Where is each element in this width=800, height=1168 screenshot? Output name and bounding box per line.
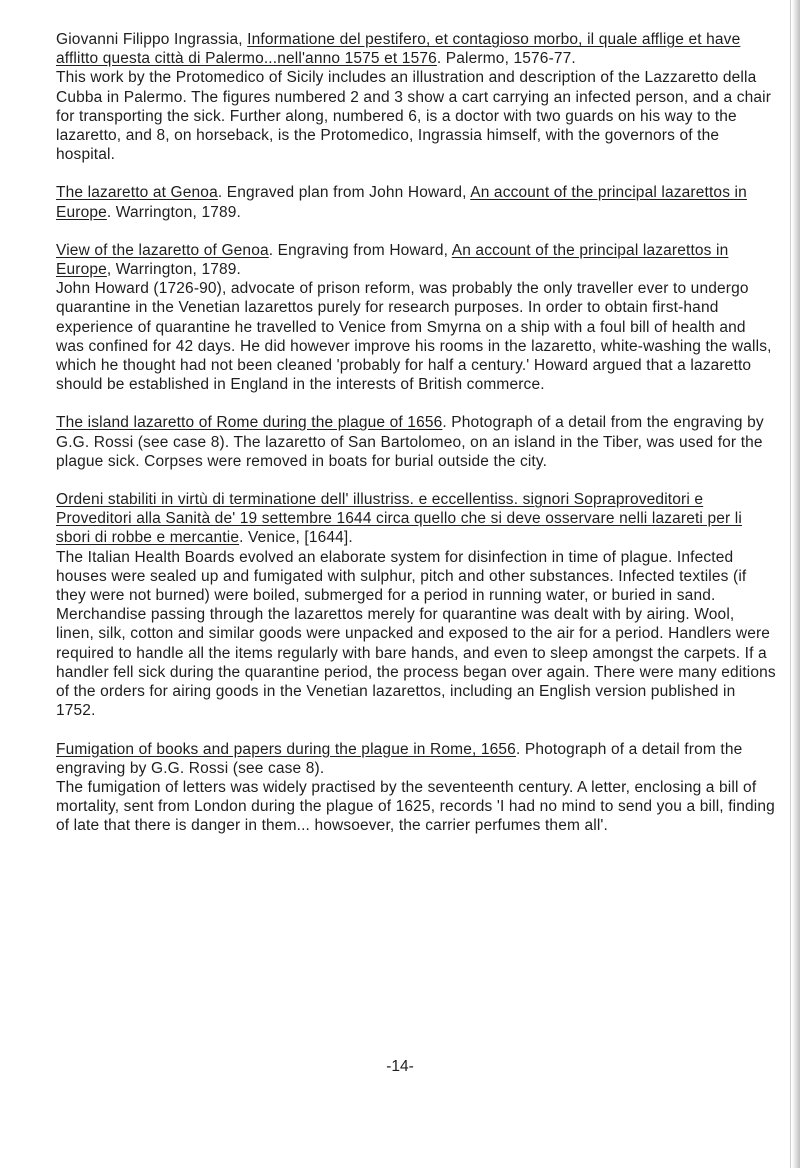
page-number: -14- (386, 1058, 414, 1075)
citation-title: Fumigation of books and papers during the plague in Rome, 1656 (56, 740, 516, 758)
entry-citation (56, 413, 776, 471)
entry-genoa-view (56, 241, 776, 395)
entry-description: The Italian Health Boards evolved an elaborate system for disinfection in time of plague. Infected houses were sealed up and fumigated with sulphur, pitch and other substances. Infected textiles (if they were not burned) were boiled, submerged for a period in running water, or buried in sand. Merchandise passing through the lazarettos merely for quarantine was dealt with by airing. Wool, linen, silk, cotton and similar goods were unpacked and exposed to the air for a period. Handlers were required to handle all the items regularly with bare hands, and even to sleep amongst the carpets. If a handler fell sick during the quarantine period, the process began over again. There were many editions of the orders for airing goods in the Venetian lazarettos, including an English version published in 1752. (56, 548, 776, 720)
citation-source: . Engraving from Howard, (268, 241, 452, 259)
entry-citation (56, 740, 776, 778)
citation-imprint: , Warrington, 1789. (106, 261, 241, 279)
citation-imprint: . Venice, [1644]. (239, 529, 353, 547)
citation-description: . Photograph of a detail from the engraving by G.G. Rossi (see case 8). The lazaretto of San Bartolomeo, on an island in the Tiber, was used for the plague sick. Corpses were removed in boats for burial outside the city. (56, 414, 764, 470)
citation-title: Ordeni stabiliti in virtù di terminatione dell' illustriss. e eccellentiss. signori Sopraproveditori e Proveditori alla Sanità de' 19 settembre 1644 circa quello che si deve osservare nelli lazareti per li sbori di robbe e mercantie (56, 491, 742, 547)
entry-citation (56, 241, 776, 279)
citation-source: . Engraved plan from John Howard, (217, 184, 471, 202)
citation-title: The lazaretto at Genoa (56, 184, 218, 202)
entry-fumigation (56, 740, 776, 836)
entry-description: John Howard (1726-90), advocate of prison reform, was probably the only traveller ever to undergo quarantine in the Venetian lazarettos purely for research purposes. In order to obtain first-hand experience of quarantine he travelled to Venice from Smyrna on a ship with a foul bill of health and was confined for 42 days. He did however improve his rooms in the lazaretto, white-washing the walls, which he thought had not been cleaned 'probably for half a century.' Howard argued that a lazaretto should be established in England in the interests of British commerce. (56, 280, 772, 394)
entry-ordeni (56, 490, 776, 720)
citation-title: Informatione del pestifero, et contagioso morbo, il quale afflige et have afflitto questa città di Palermo...nell'anno 1575 et 1576 (56, 31, 741, 68)
catalogue-page (56, 30, 776, 855)
entry-rome-island (56, 413, 776, 471)
entry-citation (56, 30, 776, 68)
entry-ingrassia (56, 30, 776, 164)
entry-genoa-plan (56, 183, 776, 221)
entry-citation (56, 490, 776, 548)
entry-description: The fumigation of letters was widely practised by the seventeenth century. A letter, enclosing a bill of mortality, sent from London during the plague of 1625, records 'I had no mind to send you a bill, finding of late that there is danger in them... howsoever, the carrier perfumes them all'. (56, 778, 775, 835)
citation-source: . Photograph of a detail from the engraving by G.G. Rossi (see case 8). (56, 740, 743, 777)
page-edge-line (790, 0, 791, 1168)
citation-imprint: . Warrington, 1789. (106, 203, 241, 221)
citation-book-title: An account of the principal lazarettos in Europe (56, 241, 729, 279)
entry-description: This work by the Protomedico of Sicily includes an illustration and description of the Lazzaretto della Cubba in Palermo. The figures numbered 2 and 3 show a cart carrying an infected person, and a chair for transporting the sick. Further along, numbered 6, is a doctor with two guards on his way to the lazaretto, and 8, on horseback, is the Protomedico, Ingrassia himself, with the governors of the hospital. (56, 69, 772, 164)
entry-citation (56, 183, 776, 221)
citation-title: View of the lazaretto of Genoa (56, 241, 269, 259)
citation-imprint: . Palermo, 1576-77. (436, 50, 576, 68)
page-edge-shadow (792, 0, 800, 1168)
citation-title: The island lazaretto of Rome during the plague of 1656 (56, 414, 443, 432)
citation-book-title: An account of the principal lazarettos in Europe (56, 184, 747, 221)
citation-author: Giovanni Filippo Ingrassia, (56, 31, 248, 48)
